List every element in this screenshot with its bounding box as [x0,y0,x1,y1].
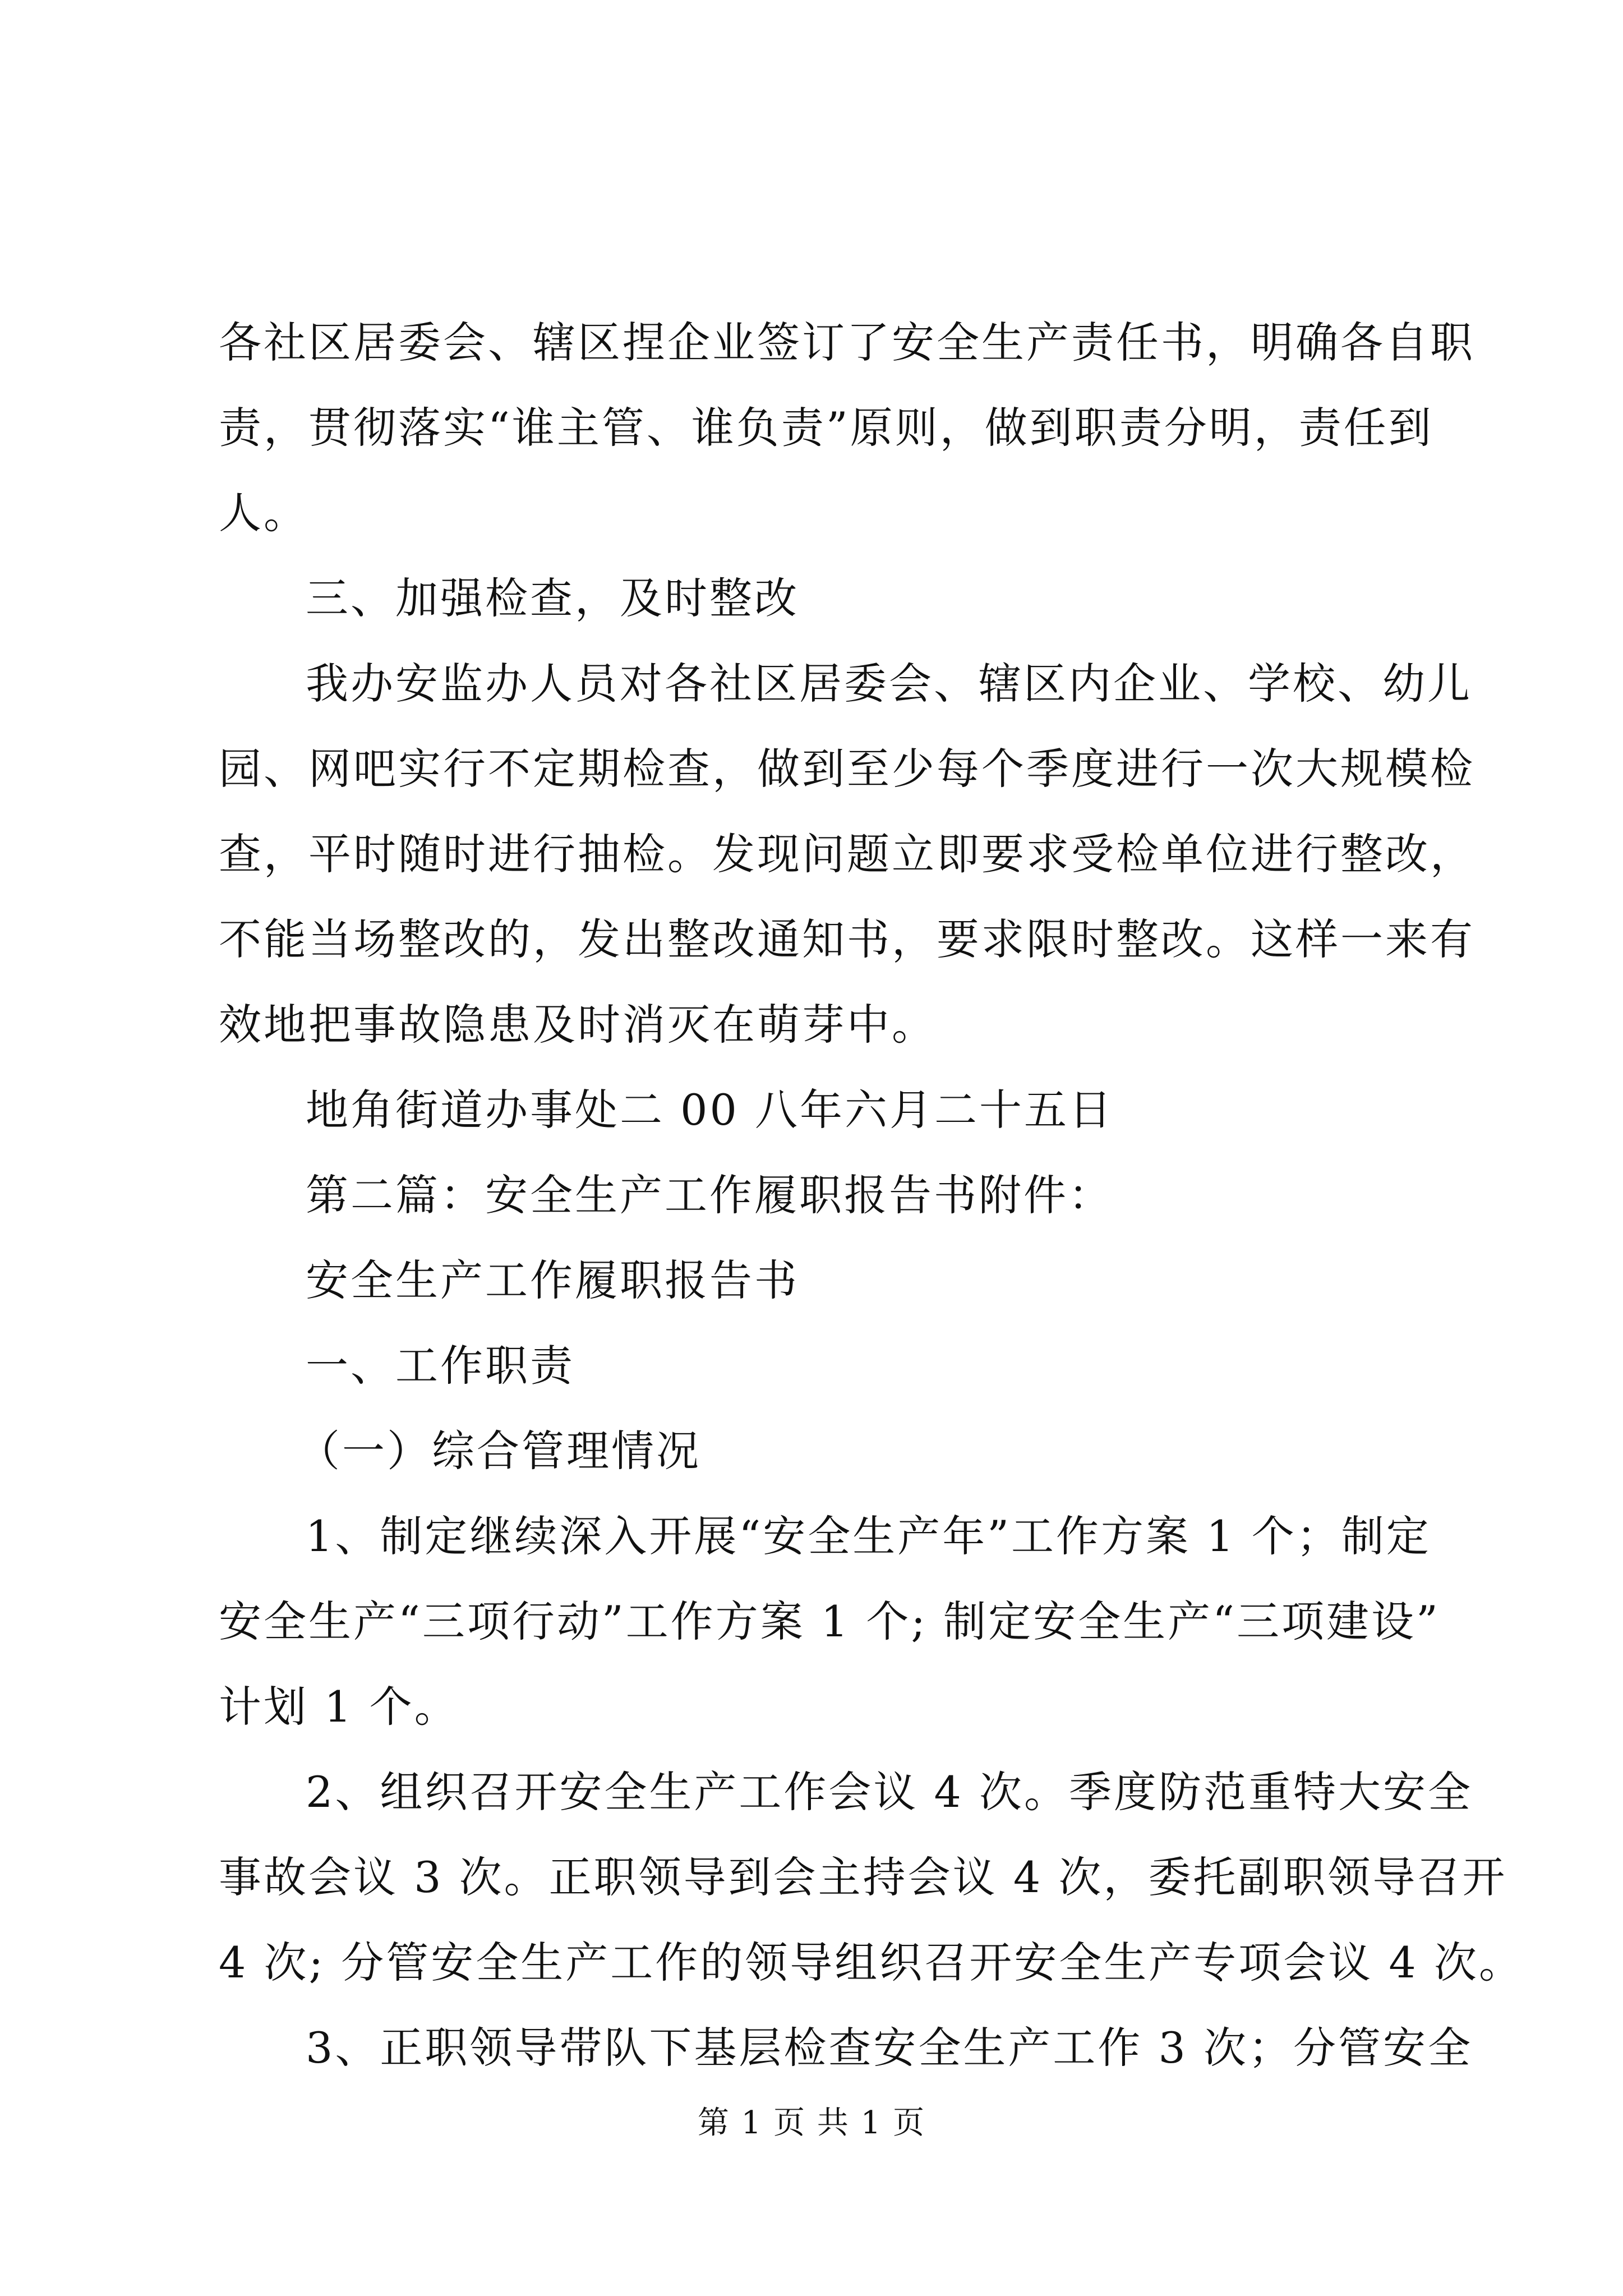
text-line: 第二篇：安全生产工作履职报告书附件： [306,1170,1113,1220]
text-line: 园、网吧实行不定期检查，做到至少每个季度进行一次大规模检 [219,744,1475,794]
text-line: 1、制定继续深入开展“安全生产年”工作方案 1 个；制定 [306,1511,1431,1561]
text-line: （一）综合管理情况 [297,1426,701,1476]
text-line: 责，贯彻落实“谁主管、谁负责”原则，做到职责分明，责任到 [219,403,1433,453]
text-line: 一、工作职责 [306,1341,575,1391]
text-line: 人。 [219,488,308,538]
text-line: 安全生产“三项行动”工作方案 1 个; 制定安全生产“三项建设” [219,1596,1440,1646]
text-line: 事故会议 3 次。正职领导到会主持会议 4 次，委托副职领导召开 [219,1852,1507,1902]
text-line: 计划 1 个。 [219,1682,459,1732]
text-line: 3、正职领导带队下基层检查安全生产工作 3 次；分管安全 [306,2023,1473,2073]
document-body [219,300,1524,2091]
text-line: 不能当场整改的，发出整改通知书，要求限时整改。这样一来有 [219,914,1475,964]
text-line: 安全生产工作履职报告书 [306,1255,799,1305]
page-footer: 第 1 页 共 1 页 [697,2105,926,2141]
text-line: 效地把事故隐患及时消灭在萌芽中。 [219,1000,937,1050]
text-line: 4 次; 分管安全生产工作的领导组织召开安全生产专项会议 4 次。 [219,1938,1524,1987]
text-line: 地角街道办事处二 00 八年六月二十五日 [306,1085,1114,1135]
text-line: 三、加强检查，及时整改 [306,573,799,623]
text-line: 我办安监办人员对各社区居委会、辖区内企业、学校、幼儿 [306,659,1472,708]
text-line: 各社区居委会、辖区捏企业签订了安全生产责任书，明确各自职 [219,318,1475,367]
text-line: 2、组织召开安全生产工作会议 4 次。季度防范重特大安全 [306,1767,1473,1817]
text-line: 查，平时随时进行抽检。发现问题立即要求受检单位进行整改， [219,829,1475,879]
